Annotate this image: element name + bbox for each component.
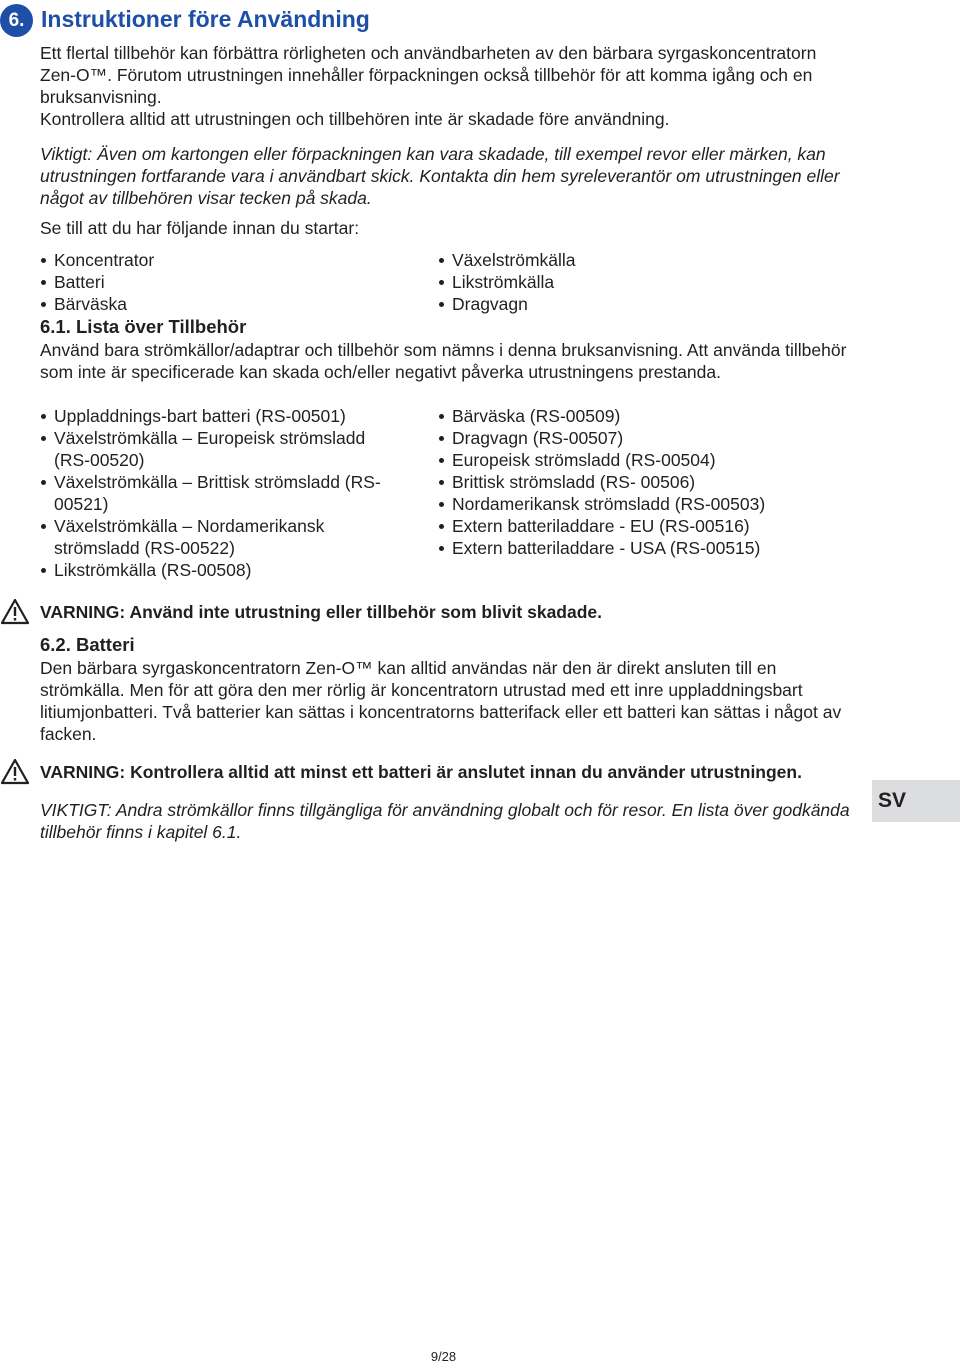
list-item: Växelströmkälla – Europeisk strömsladd (RS-00520) [40, 427, 384, 471]
list-item: Uppladdnings-bart batteri (RS-00501) [40, 405, 384, 427]
list-item: Brittisk strömsladd (RS- 00506) [438, 471, 782, 493]
list-item: Växelströmkälla [438, 249, 836, 271]
list-item: Likströmkälla (RS-00508) [40, 559, 384, 581]
list-item: Koncentrator [40, 249, 438, 271]
checklist-columns [40, 249, 855, 315]
accessories-columns [40, 405, 855, 581]
page-content [40, 42, 855, 843]
accessories-heading: 6.1. Lista över Tillbehör [40, 316, 247, 337]
list-item: Bärväska [40, 293, 438, 315]
intro-paragraph: Ett flertal tillbehör kan förbättra rörligheten och användbarheten av den bärbara syrgaskoncentratorn Zen-O™. Förutom utrustningen innehåller förpackningen också tillbehör för att komma igång och en bruksanvisning. [40, 43, 817, 107]
warning-icon [0, 598, 30, 625]
section-title: Instruktioner före Användning [41, 6, 370, 32]
checklist-left-column [40, 249, 438, 315]
list-item: Växelströmkälla – Nordamerikansk strömsladd (RS-00522) [40, 515, 384, 559]
checklist-right-column [438, 249, 836, 315]
accessories-warning [40, 601, 855, 623]
accessories-paragraph: Använd bara strömkällor/adaptrar och tillbehör som nämns i denna bruksanvisning. Att använda tillbehör som inte är specificerade kan skada och/eller negativt påverka utrustningens prestanda. [40, 340, 847, 382]
battery-warning [40, 761, 855, 783]
list-item: Dragvagn [438, 293, 836, 315]
list-item: Extern batteriladdare - USA (RS-00515) [438, 537, 782, 559]
battery-important-note: VIKTIGT: Andra strömkällor finns tillgängliga för användning globalt och för resor. En lista över godkända tillbehör finns i kapitel 6.1. [40, 800, 850, 842]
warning-icon [0, 758, 30, 785]
page-number: 9/28 [430, 1349, 457, 1364]
list-item: Batteri [40, 271, 438, 293]
list-item: Bärväska (RS-00509) [438, 405, 782, 427]
warning-text: VARNING: Använd inte utrustning eller tillbehör som blivit skadade. [40, 602, 603, 622]
checklist-intro: Se till att du har följande innan du startar: [40, 218, 360, 238]
language-tab: SV [872, 780, 960, 822]
accessories-right-column [438, 405, 836, 581]
battery-paragraph: Den bärbara syrgaskoncentratorn Zen-O™ kan alltid användas när den är direkt ansluten till en strömkälla. Men för att göra den mer rörlig är koncentratorn utrustad med ett inre uppladdningsbart litiumjonbatteri. Två batterier kan sättas i koncentratorns batterifack eller ett batteri kan sättas i något av facken. [40, 658, 842, 744]
list-item: Växelströmkälla – Brittisk strömsladd (RS-00521) [40, 471, 384, 515]
list-item: Extern batteriladdare - EU (RS-00516) [438, 515, 782, 537]
list-item: Nordamerikansk strömsladd (RS-00503) [438, 493, 782, 515]
accessories-left-column [40, 405, 438, 581]
important-note: Viktigt: Även om kartongen eller förpackningen kan vara skadade, till exempel revor eller märken, kan utrustningen fortfarande vara i användbart skick. Kontakta din hem syreleverantör om utrustningen eller något av tillbehören visar tecken på skada. [40, 144, 840, 208]
inspect-paragraph: Kontrollera alltid att utrustningen och tillbehören inte är skadade före användning. [40, 109, 670, 129]
warning-text: VARNING: Kontrollera alltid att minst ett batteri är anslutet innan du använder utrustningen. [40, 762, 802, 782]
list-item: Likströmkälla [438, 271, 836, 293]
list-item: Dragvagn (RS-00507) [438, 427, 782, 449]
list-item: Europeisk strömsladd (RS-00504) [438, 449, 782, 471]
section-number-badge: 6. [0, 4, 33, 37]
battery-heading: 6.2. Batteri [40, 634, 135, 655]
